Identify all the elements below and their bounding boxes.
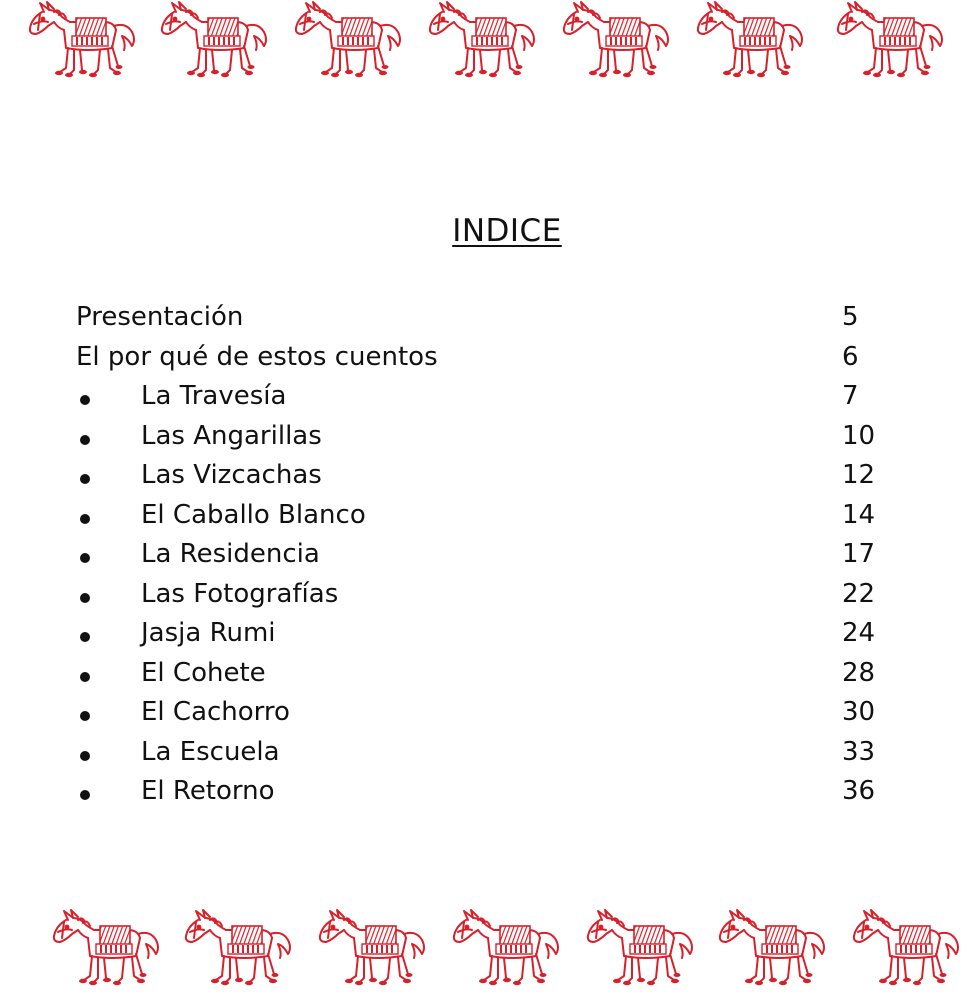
toc-entry-page: 14: [842, 499, 876, 530]
toc-entry-label: El Caballo Blanco: [141, 499, 366, 530]
toc-entry-label: Jasja Rumi: [141, 618, 276, 648]
horse-icon: [294, 0, 406, 88]
top-horse-border: [0, 0, 975, 90]
toc-entry-page: 6: [842, 341, 859, 372]
bullet-icon: [80, 395, 90, 405]
toc-entry-page: 24: [842, 618, 876, 648]
toc-entry[interactable]: [0, 772, 975, 812]
toc-entry-label: El Cachorro: [141, 697, 290, 727]
toc-entry-page: 10: [842, 420, 876, 451]
toc-entry-page: 12: [842, 460, 876, 490]
toc-entry[interactable]: [0, 298, 975, 338]
bullet-icon: [80, 711, 90, 721]
toc-entry-page: 36: [842, 776, 876, 806]
bullet-icon: [80, 751, 90, 761]
toc-entry-label: El Cohete: [141, 657, 266, 688]
horse-icon: [836, 0, 948, 88]
horse-icon: [184, 908, 296, 996]
horse-icon: [52, 908, 164, 996]
toc-entry-label: Las Angarillas: [141, 420, 322, 451]
toc-entry[interactable]: [0, 377, 975, 417]
toc-entry-page: 28: [842, 657, 876, 688]
horse-icon: [318, 908, 430, 996]
horse-icon: [852, 908, 964, 996]
toc-entry-label: La Residencia: [141, 539, 320, 569]
toc-entry-label: El por qué de estos cuentos: [76, 341, 438, 372]
toc-entry[interactable]: [0, 575, 975, 615]
toc-entry-label: La Travesía: [141, 381, 287, 411]
toc-entry-page: 30: [842, 697, 876, 727]
bullet-icon: [80, 553, 90, 563]
toc-entry[interactable]: [0, 535, 975, 575]
toc-entry-label: Presentación: [76, 302, 244, 332]
toc-entry[interactable]: [0, 338, 975, 378]
toc-entry[interactable]: [0, 496, 975, 536]
toc-entry-label: El Retorno: [141, 776, 275, 806]
bullet-icon: [80, 474, 90, 484]
bullet-icon: [80, 672, 90, 682]
bullet-icon: [80, 790, 90, 800]
toc-entry[interactable]: [0, 417, 975, 457]
toc-entry[interactable]: [0, 614, 975, 654]
bullet-icon: [80, 435, 90, 445]
toc-entry-label: La Escuela: [141, 736, 280, 767]
horse-icon: [562, 0, 674, 88]
toc-entry-page: 5: [842, 302, 859, 332]
bottom-horse-border: [0, 908, 975, 998]
horse-icon: [428, 0, 540, 88]
toc-entry-page: 22: [842, 578, 876, 609]
horse-icon: [586, 908, 698, 996]
horse-icon: [696, 0, 808, 88]
toc-entry[interactable]: [0, 693, 975, 733]
page-title: INDICE: [452, 212, 562, 249]
horse-icon: [28, 0, 140, 88]
toc-entry-page: 7: [842, 381, 859, 411]
toc-entry-page: 17: [842, 539, 876, 569]
toc-entry-label: Las Vizcachas: [141, 460, 322, 490]
bullet-icon: [80, 514, 90, 524]
horse-icon: [160, 0, 272, 88]
horse-icon: [452, 908, 564, 996]
toc-entry-label: Las Fotografías: [141, 578, 339, 609]
bullet-icon: [80, 593, 90, 603]
toc-entry[interactable]: [0, 456, 975, 496]
toc-entry[interactable]: [0, 733, 975, 773]
toc-entry-page: 33: [842, 736, 876, 767]
horse-icon: [718, 908, 830, 996]
toc-entry[interactable]: [0, 654, 975, 694]
bullet-icon: [80, 632, 90, 642]
